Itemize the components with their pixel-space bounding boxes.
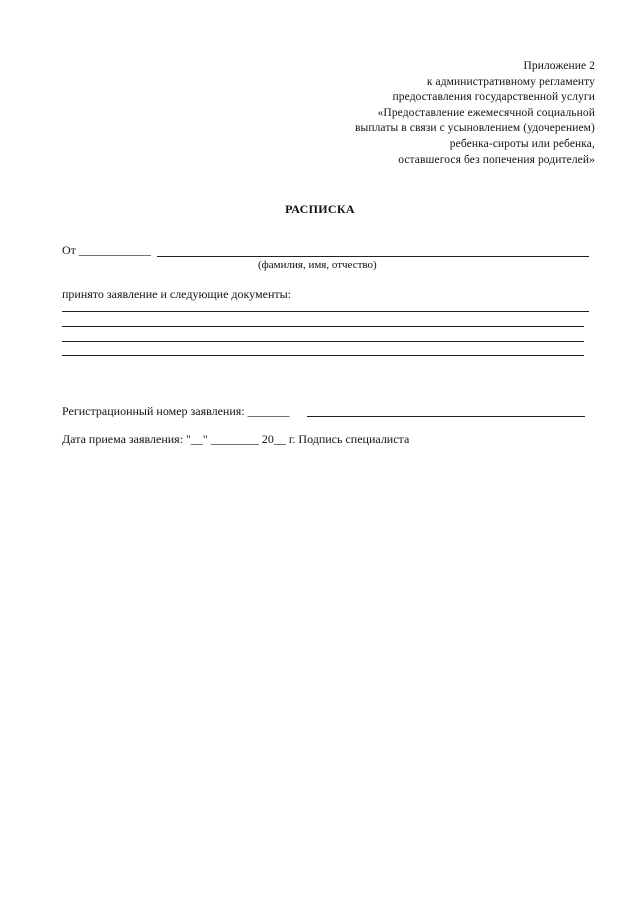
documents-line-4 [62,355,584,356]
documents-line-1 [62,311,589,312]
appendix-header [275,59,595,168]
appendix-line-6: ребенка-сироты или ребенка, [449,137,595,150]
appendix-line-1: Приложение 2 [523,60,595,72]
documents-label: принято заявление и следующие документы: [62,287,292,301]
from-name-line [157,256,589,257]
from-label: От ____________ [62,243,151,257]
name-caption: (фамилия, имя, отчество) [258,259,377,271]
document-title: РАСПИСКА [285,202,355,216]
appendix-line-2: к административному регламенту [426,75,595,88]
registration-number-line [307,416,585,417]
appendix-line-4: «Предоставление ежемесячной социальной [377,106,595,119]
registration-label: Регистрационный номер заявления: _______ [62,404,290,418]
date-label: Дата приема заявления: "__" ________ 20__ г. Подпись специалиста [62,432,410,446]
documents-line-3 [62,341,584,342]
appendix-line-5: выплаты в связи с усыновлением (удочерением) [354,122,595,135]
appendix-line-7: оставшегося без попечения родителей» [398,153,595,166]
appendix-line-3: предоставления государственной услуги [392,91,595,104]
documents-line-2 [62,326,584,327]
